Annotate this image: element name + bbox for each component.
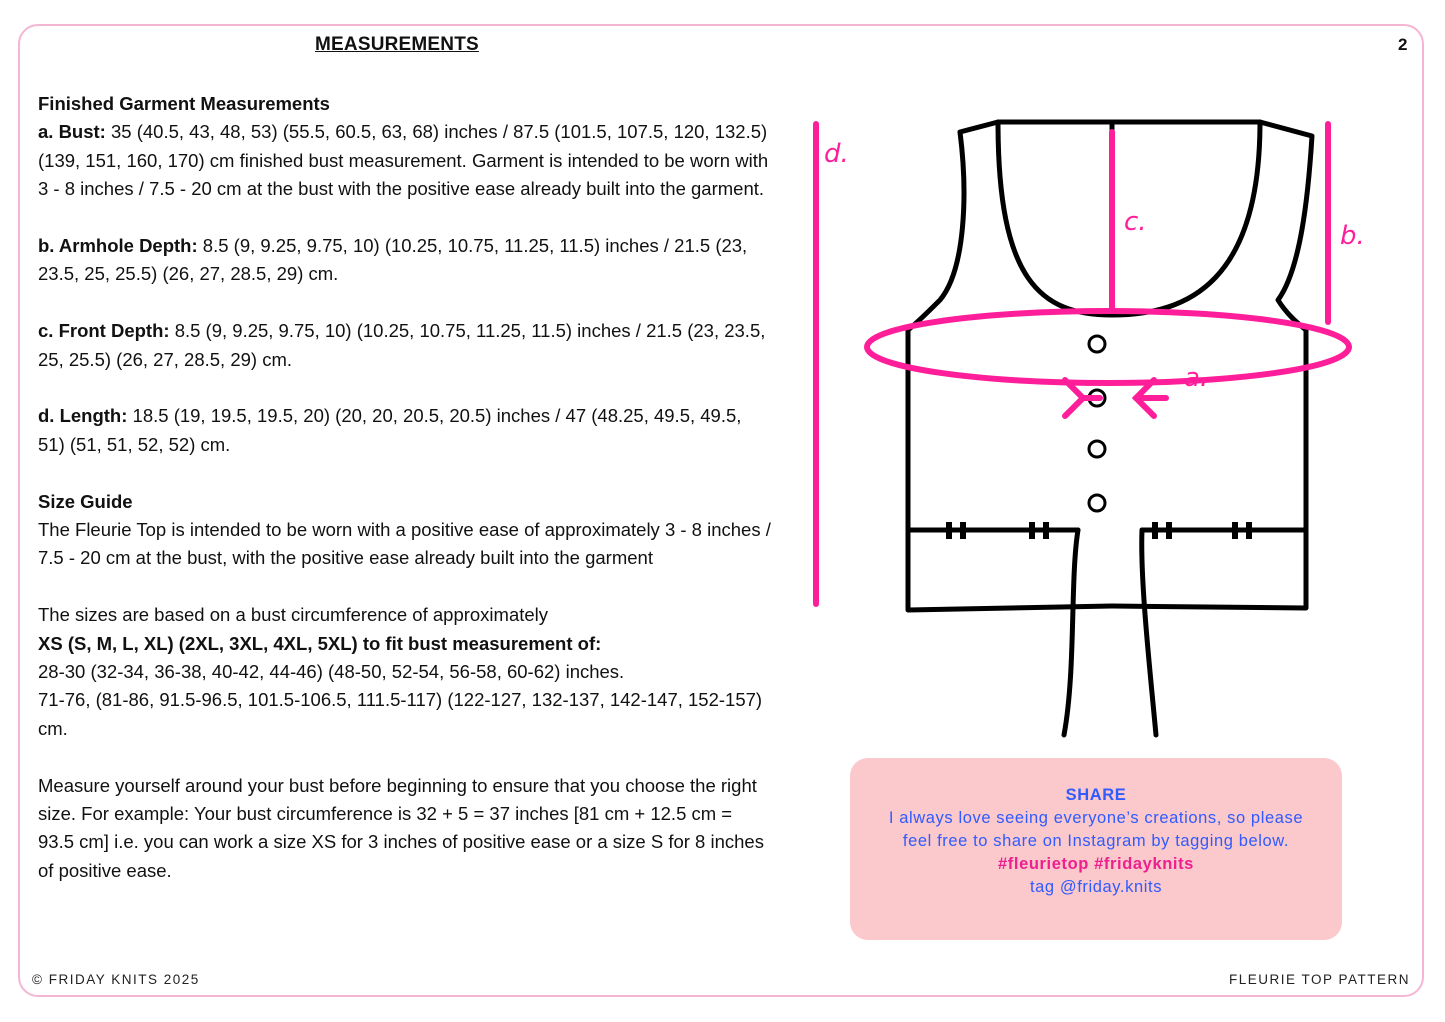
tie-left: [1064, 530, 1078, 735]
finished-heading: Finished Garment Measurements: [38, 93, 330, 114]
bust-text: 35 (40.5, 43, 48, 53) (55.5, 60.5, 63, 68) inches / 87.5 (101.5, 107.5, 120, 132.5) (139, 151, 160, 170) cm finished bust measurement. Garment is intended to be worn with 3 - 8 inches / 7.5 - 20 cm at the bust with the positive ease already built into the garment.: [38, 121, 769, 200]
share-line-1: I always love seeing everyone’s creations, so please: [888, 809, 1304, 827]
label-b: b.: [1340, 221, 1365, 251]
size-guide-section: [38, 488, 773, 573]
size-guide-intro: The Fleurie Top is intended to be worn with a positive ease of approximately 3 - 8 inches / 7.5 - 20 cm at the bust, with the positive ease already built into the garment: [38, 519, 771, 569]
share-box: [850, 758, 1342, 940]
sizes-line: XS (S, M, L, XL) (2XL, 3XL, 4XL, 5XL) to fit bust measurement of:: [38, 632, 602, 654]
label-a: a.: [1184, 363, 1209, 393]
tie-right: [1142, 530, 1156, 735]
sizes-cm: 71-76, (81-86, 91.5-96.5, 101.5-106.5, 111.5-117) (122-127, 132-137, 142-147, 152-157) cm.: [38, 689, 763, 739]
share-title: SHARE: [1065, 786, 1127, 804]
length-paragraph: [38, 402, 773, 459]
bust-label: a. Bust:: [38, 121, 106, 143]
length-text: 18.5 (19, 19.5, 19.5, 20) (20, 20, 20.5, 20.5) inches / 47 (48.25, 49.5, 49.5, 51) (51, 51, 52, 52) cm.: [38, 405, 742, 455]
copyright-text: FRIDAY KNITS 2025: [48, 972, 200, 987]
finished-section: [38, 90, 773, 204]
share-hashtags: #fleurietop #fridayknits: [998, 855, 1194, 873]
garment-diagram: [800, 110, 1380, 750]
copyright-icon: ©: [32, 972, 44, 987]
armhole-text: 8.5 (9, 9.25, 9.75, 10) (10.25, 10.75, 11.25, 11.5) inches / 21.5 (23, 23.5, 25, 25.5) (26, 27, 28.5, 29) cm.: [38, 235, 748, 285]
front-depth-paragraph: [38, 317, 773, 374]
sizes-inches: 28-30 (32-34, 36-38, 40-42, 44-46) (48-50, 52-54, 56-58, 60-62) inches.: [38, 661, 625, 683]
footer-pattern-name: FLEURIE TOP PATTERN: [1228, 972, 1410, 987]
length-label: d. Length:: [38, 405, 128, 427]
armhole-label: b. Armhole Depth:: [38, 235, 198, 257]
measure-ellipse-a: [867, 311, 1349, 383]
share-line-2: feel free to share on Instagram by tagging below.: [902, 832, 1290, 850]
armhole-paragraph: [38, 232, 773, 289]
page-title: MEASUREMENTS: [315, 34, 479, 55]
vest-outline-left: [908, 122, 1112, 610]
share-handle: tag @friday.knits: [1029, 878, 1163, 896]
measurements-text: [38, 90, 773, 914]
sizes-basis: The sizes are based on a bust circumference of approximately: [38, 604, 549, 626]
measure-advice: Measure yourself around your bust before beginning to ensure that you choose the right size. For example: Your bust circumference is 32 + 5 = 37 inches [81 cm + 12.5 cm = 93.5 cm] i.e. you can work a size XS for 3 inches of positive ease or a size S for 8 inches of positive ease.: [38, 774, 764, 881]
footer-copyright: [32, 972, 200, 987]
front-depth-text: 8.5 (9, 9.25, 9.75, 10) (10.25, 10.75, 11.25, 11.5) inches / 21.5 (23, 23.5, 25, 25.5) (26, 27, 28.5, 29) cm.: [38, 320, 766, 370]
label-c: c.: [1124, 207, 1147, 237]
page-number: 2: [1398, 35, 1408, 54]
label-d: d.: [824, 139, 849, 169]
buttons: [1089, 336, 1105, 511]
front-depth-label: c. Front Depth:: [38, 320, 170, 342]
size-guide-heading: Size Guide: [38, 490, 133, 512]
sizes-paragraph: [38, 601, 773, 743]
